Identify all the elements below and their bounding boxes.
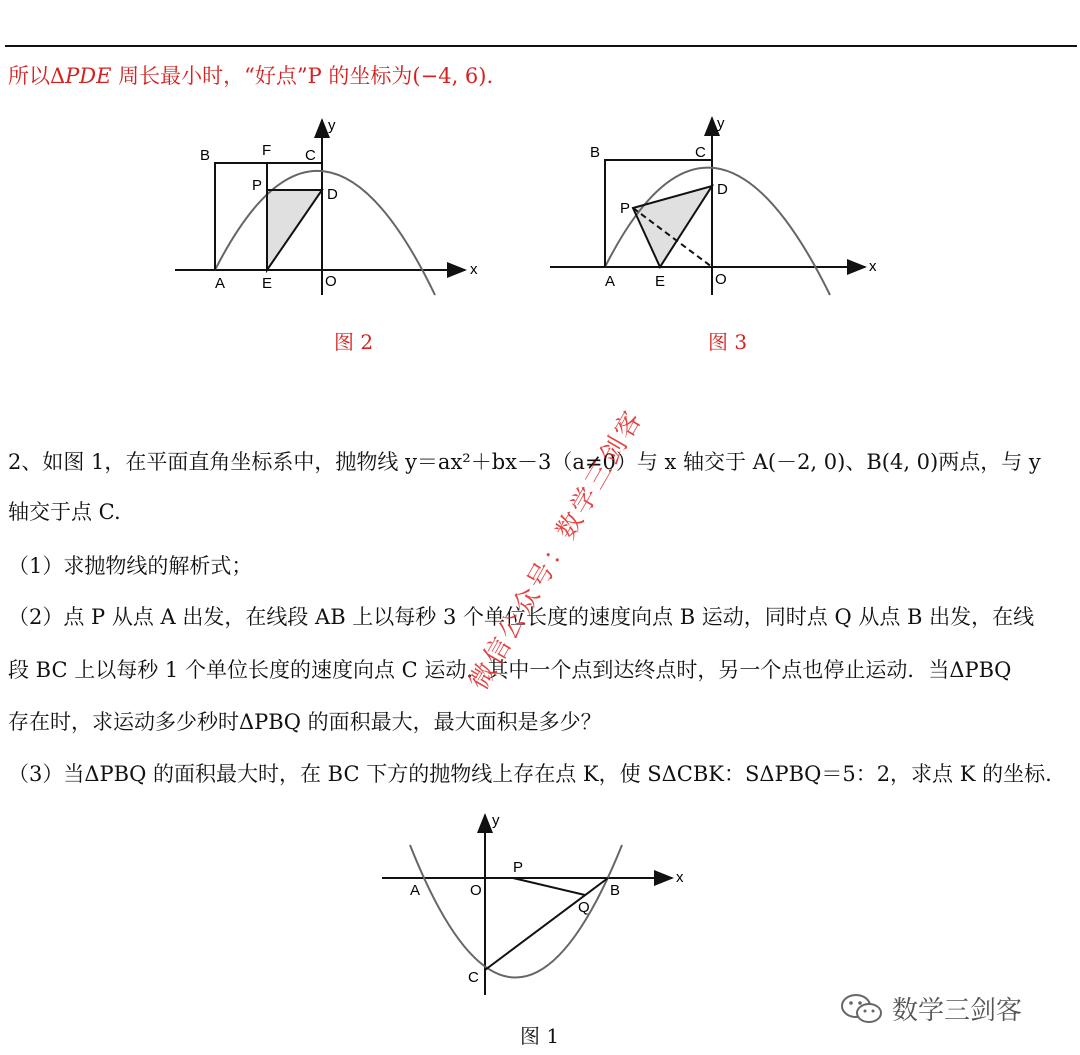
conclusion-triangle: PDE [65, 64, 112, 88]
label-o: O [470, 882, 482, 899]
question-1: （1）求抛物线的解析式； [8, 554, 253, 578]
label-a: A [605, 273, 616, 290]
top-rule [5, 45, 1077, 47]
label-y: y [492, 812, 500, 829]
label-d: D [717, 181, 728, 198]
label-c: C [695, 144, 706, 161]
label-d: D [327, 186, 338, 203]
figure-3 [545, 110, 885, 305]
triangle-pde-fill [633, 186, 712, 267]
label-x: x [470, 261, 478, 278]
label-c: C [305, 147, 316, 164]
label-b: B [610, 882, 621, 899]
label-x: x [869, 258, 877, 275]
brand-name: 数学三剑客 [892, 996, 1023, 1026]
question-2-line-1: （2）点 P 从点 A 出发，在线段 AB 上以每秒 3 个单位长度的速度向点 B 运动，同时点 Q 从点 B 出发，在线 [8, 605, 1035, 629]
segment-pq [513, 878, 585, 895]
problem-line-2: 轴交于点 C. [8, 500, 121, 524]
question-2-line-2: 段 BC 上以每秒 1 个单位长度的速度向点 C 运动．其中一个点到达终点时，另一个点也停止运动．当ΔPBQ [8, 658, 1012, 682]
label-p: P [252, 177, 263, 194]
figure-3-caption: 图 3 [708, 330, 748, 354]
label-e: E [262, 275, 273, 292]
label-a: A [215, 275, 226, 292]
question-3: （3）当ΔPBQ 的面积最大时，在 BC 下方的抛物线上存在点 K，使 SΔCBK：SΔPBQ＝5：2，求点 K 的坐标. [8, 762, 1052, 786]
watermark: 微信公众号：数学三剑客 [463, 404, 650, 696]
label-c: C [468, 969, 479, 986]
figure-2 [165, 110, 485, 305]
figure-2-caption: 图 2 [334, 330, 374, 354]
label-e: E [655, 273, 666, 290]
label-a: A [410, 882, 421, 899]
label-y: y [328, 117, 336, 134]
label-b: B [200, 147, 211, 164]
brand-mark [840, 990, 1022, 1027]
label-q: Q [578, 899, 590, 916]
label-f: F [262, 142, 272, 159]
label-p: P [513, 859, 524, 876]
problem-line-1: 2、如图 1，在平面直角坐标系中，抛物线 y＝ax²＋bx－3（a≠0）与 x 轴交于 A(－2, 0)、B(4, 0)两点，与 y [8, 450, 1041, 474]
label-o: O [325, 273, 337, 290]
figure-1-caption: 图 1 [520, 1024, 560, 1048]
conclusion-line [8, 62, 493, 90]
wechat-icon [840, 992, 884, 1026]
question-2-line-3: 存在时，求运动多少秒时ΔPBQ 的面积最大，最大面积是多少？ [8, 710, 602, 734]
conclusion-rest: 周长最小时，“好点”P 的坐标为(−4, 6). [111, 64, 494, 88]
label-b: B [590, 144, 601, 161]
conclusion-prefix: 所以Δ [8, 64, 66, 88]
label-y: y [717, 115, 725, 132]
label-x: x [676, 869, 684, 886]
label-o: O [715, 271, 727, 288]
figure-1 [380, 810, 700, 1010]
label-p: P [620, 200, 631, 217]
segment-bc [485, 878, 608, 970]
